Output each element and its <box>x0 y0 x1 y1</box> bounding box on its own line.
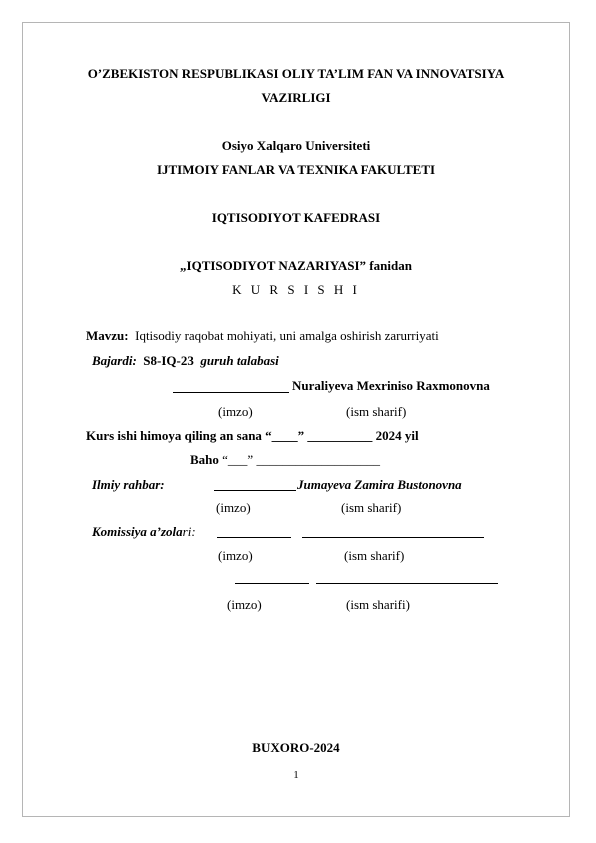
grade-blank: “___” ___________________ <box>222 452 380 467</box>
commission-label-a: Komissiya a’zola <box>92 524 183 539</box>
commission-imzo-caption-2: (imzo) <box>227 597 262 612</box>
performer-row <box>92 353 279 369</box>
commission-label <box>92 524 196 540</box>
commission-ism-caption-2: (ism sharifi) <box>346 597 410 612</box>
performer-group: S8-IQ-23 <box>143 353 194 368</box>
performer-label: Bajardi: <box>92 353 137 368</box>
work-type <box>22 282 570 298</box>
university-name: Osiyo Xalqaro Universiteti <box>221 138 371 153</box>
commission-label-b: ri: <box>182 524 196 539</box>
grade-row <box>190 452 380 468</box>
supervisor-imzo-caption: (imzo) <box>216 500 251 515</box>
subject-line: „IQTISODIYOT NAZARIYASI” fanidan <box>180 258 412 273</box>
city-year: BUXORO-2024 <box>252 740 340 755</box>
supervisor-name: Jumayeva Zamira Bustonovna <box>297 477 462 492</box>
performer-group-suffix: guruh talabasi <box>200 353 279 368</box>
commission-name-line-2 <box>316 583 498 584</box>
commission-signature-line-2 <box>235 583 309 584</box>
performer-signature-line <box>173 392 289 393</box>
commission-ism-caption-1: (ism sharif) <box>344 548 405 563</box>
topic-row <box>86 328 439 344</box>
supervisor-ism-caption: (ism sharif) <box>341 500 402 515</box>
supervisor-signature-line <box>214 490 296 491</box>
work-type-text: K U R S I S H I <box>232 282 360 297</box>
ministry-line-2: VAZIRLIGI <box>261 90 331 105</box>
commission-signature-line-1 <box>217 537 291 538</box>
commission-name-line-1 <box>302 537 484 538</box>
performer-imzo-caption: (imzo) <box>218 404 253 419</box>
topic-value: Iqtisodiy raqobat mohiyati, uni amalga oshirish zarurriyati <box>135 328 439 343</box>
performer-ism-caption: (ism sharif) <box>346 404 407 419</box>
supervisor-label: Ilmiy rahbar: <box>92 477 165 492</box>
commission-imzo-caption-1: (imzo) <box>218 548 253 563</box>
grade-label: Baho <box>190 452 219 467</box>
topic-label: Mavzu: <box>86 328 129 343</box>
faculty-name: IJTIMOIY FANLAR VA TEXNIKA FAKULTETI <box>156 162 436 177</box>
department-name: IQTISODIYOT KAFEDRASI <box>211 210 381 225</box>
page-number: 1 <box>293 769 299 781</box>
ministry-line-1: O’ZBEKISTON RESPUBLIKASI OLIY TA’LIM FAN VA INNOVATSIYA <box>87 66 505 81</box>
defense-date-line: Kurs ishi himoya qiling an sana “____” __________ 2024 yil <box>86 428 419 443</box>
performer-name: Nuraliyeva Mexriniso Raxmonovna <box>292 378 490 393</box>
